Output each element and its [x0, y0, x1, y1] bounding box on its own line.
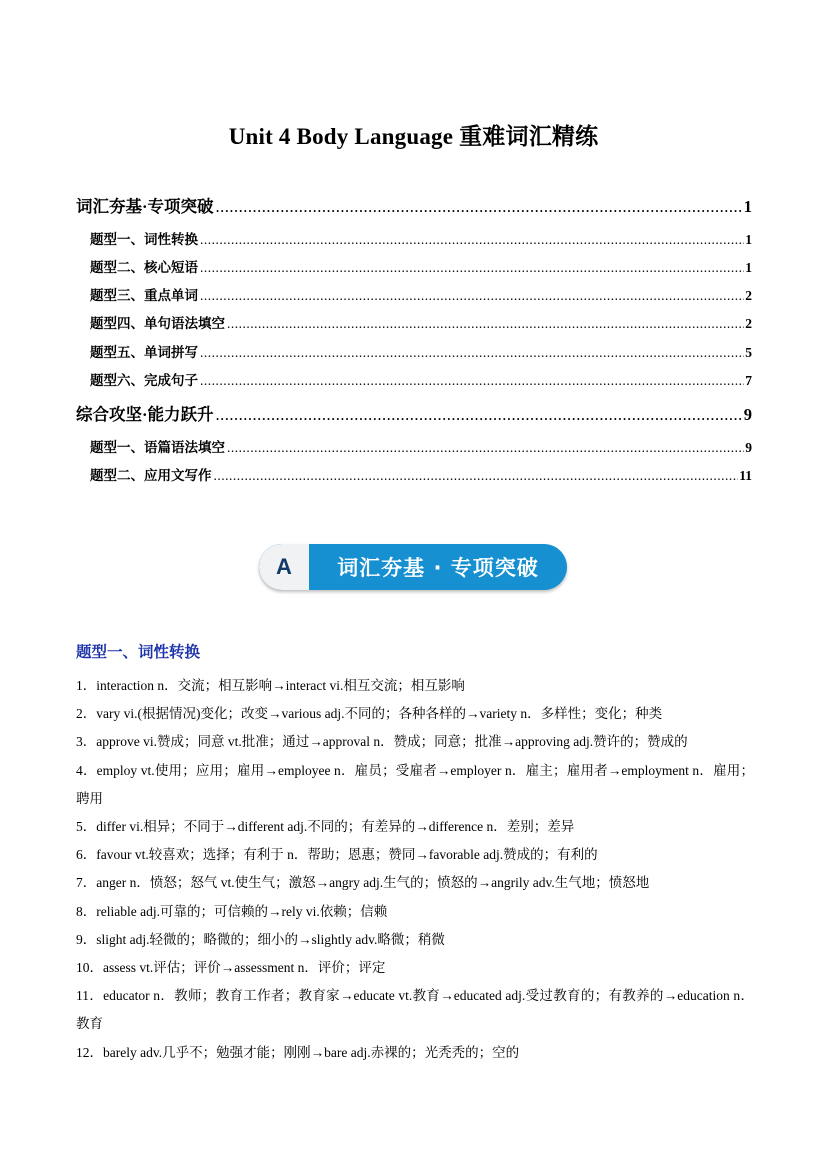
vocabulary-item: 1．interaction n．交流；相互影响→interact vi.相互交流；相互影响	[76, 678, 465, 693]
toc-entry-label: 题型三、重点单词	[90, 288, 198, 303]
toc-entry-label: 综合攻坚·能力跃升	[76, 405, 214, 424]
toc-entry-label: 题型六、完成句子	[90, 373, 198, 388]
vocabulary-list	[76, 672, 754, 1067]
toc-entry[interactable]	[76, 464, 752, 484]
toc-entry[interactable]	[76, 436, 752, 456]
vocabulary-item: 10．assess vt.评估；评价→assessment n．评价；评定	[76, 960, 386, 976]
section-banner	[259, 544, 567, 590]
toc-entry-page: 2	[745, 316, 752, 331]
toc-entry-label: 题型一、词性转换	[90, 232, 198, 247]
toc-entry-page: 1	[745, 260, 752, 275]
toc-entry-label: 题型二、核心短语	[90, 260, 198, 275]
toc-entry[interactable]	[76, 284, 752, 304]
toc-leader-dots	[227, 316, 744, 332]
vocabulary-item: 9．slight adj.轻微的；略微的；细小的→slightly adv.略微；稍微	[76, 931, 445, 947]
vocabulary-item: 5．differ vi.相异；不同于→different adj.不同的；有差异的→difference n．差别；差异	[76, 819, 575, 835]
toc-leader-dots	[227, 440, 744, 456]
toc-entry-label: 题型一、语篇语法填空	[90, 440, 225, 455]
toc-entry-label: 题型四、单句语法填空	[90, 316, 225, 331]
toc-entry[interactable]	[76, 312, 752, 332]
vocabulary-item: 3．approve vi.赞成；同意 vt.批准；通过→approval n．赞成；同意；批准→approving adj.赞许的；赞成的	[76, 734, 688, 750]
toc-entry-page: 2	[745, 288, 752, 303]
toc-leader-dots	[200, 232, 744, 248]
page-title: Unit 4 Body Language 重难词汇精练	[228, 124, 599, 149]
toc-entry-page: 1	[745, 232, 752, 247]
toc-entry[interactable]	[76, 256, 752, 276]
toc-entry-page: 9	[745, 440, 752, 455]
toc-entry-label: 题型二、应用文写作	[90, 468, 212, 483]
section-banner-title: 词汇夯基 · 专项突破	[337, 556, 539, 580]
toc-entry-page: 7	[745, 373, 752, 388]
toc-entry-page: 9	[743, 405, 752, 424]
toc-entry-label: 词汇夯基·专项突破	[76, 197, 214, 216]
toc-entry[interactable]	[76, 193, 752, 217]
vocabulary-item: 8．reliable adj.可靠的；可信赖的→rely vi.依赖；信赖	[76, 903, 388, 919]
toc-leader-dots	[214, 468, 739, 484]
vocabulary-item: 11．educator n．教师；教育工作者；教育家→educate vt.教育→educated adj.受过教育的；有教养的→education n．教育	[76, 988, 754, 1032]
vocabulary-item: 12．barely adv.几乎不；勉强才能；刚刚→bare adj.赤裸的；光秃秃的；空的	[76, 1044, 520, 1060]
toc-leader-dots	[200, 373, 744, 389]
toc-entry[interactable]	[76, 341, 752, 361]
vocabulary-item: 2．vary vi.(根据情况)变化；改变→various adj.不同的；各种各样的→variety n．多样性；变化；种类	[76, 706, 663, 722]
toc-leader-dots	[200, 260, 744, 276]
toc-leader-dots	[200, 288, 744, 304]
toc-leader-dots	[216, 197, 743, 217]
toc-leader-dots	[216, 405, 743, 425]
vocabulary-item: 6．favour vt.较喜欢；选择；有利于 n．帮助；恩惠；赞同→favorable adj.赞成的；有利的	[76, 847, 598, 863]
toc-entry-page: 5	[745, 345, 752, 360]
toc-entry-page: 1	[743, 197, 752, 216]
section-badge: A	[259, 544, 309, 590]
toc-entry[interactable]	[76, 401, 752, 425]
toc-entry-page: 11	[739, 468, 752, 483]
toc-entry[interactable]	[76, 369, 752, 389]
vocabulary-item: 7．anger n．愤怒；怒气 vt.使生气；激怒→angry adj.生气的；愤怒的→angrily adv.生气地；愤怒地	[76, 875, 650, 891]
exercise-heading: 题型一、词性转换	[76, 644, 201, 661]
toc-entry-label: 题型五、单词拼写	[90, 345, 198, 360]
toc-leader-dots	[200, 345, 744, 361]
toc-entry[interactable]	[76, 228, 752, 248]
vocabulary-item: 4．employ vt.使用；应用；雇用→employee n．雇员；受雇者→employer n．雇主；雇用者→employment n．雇用；聘用	[76, 762, 754, 806]
